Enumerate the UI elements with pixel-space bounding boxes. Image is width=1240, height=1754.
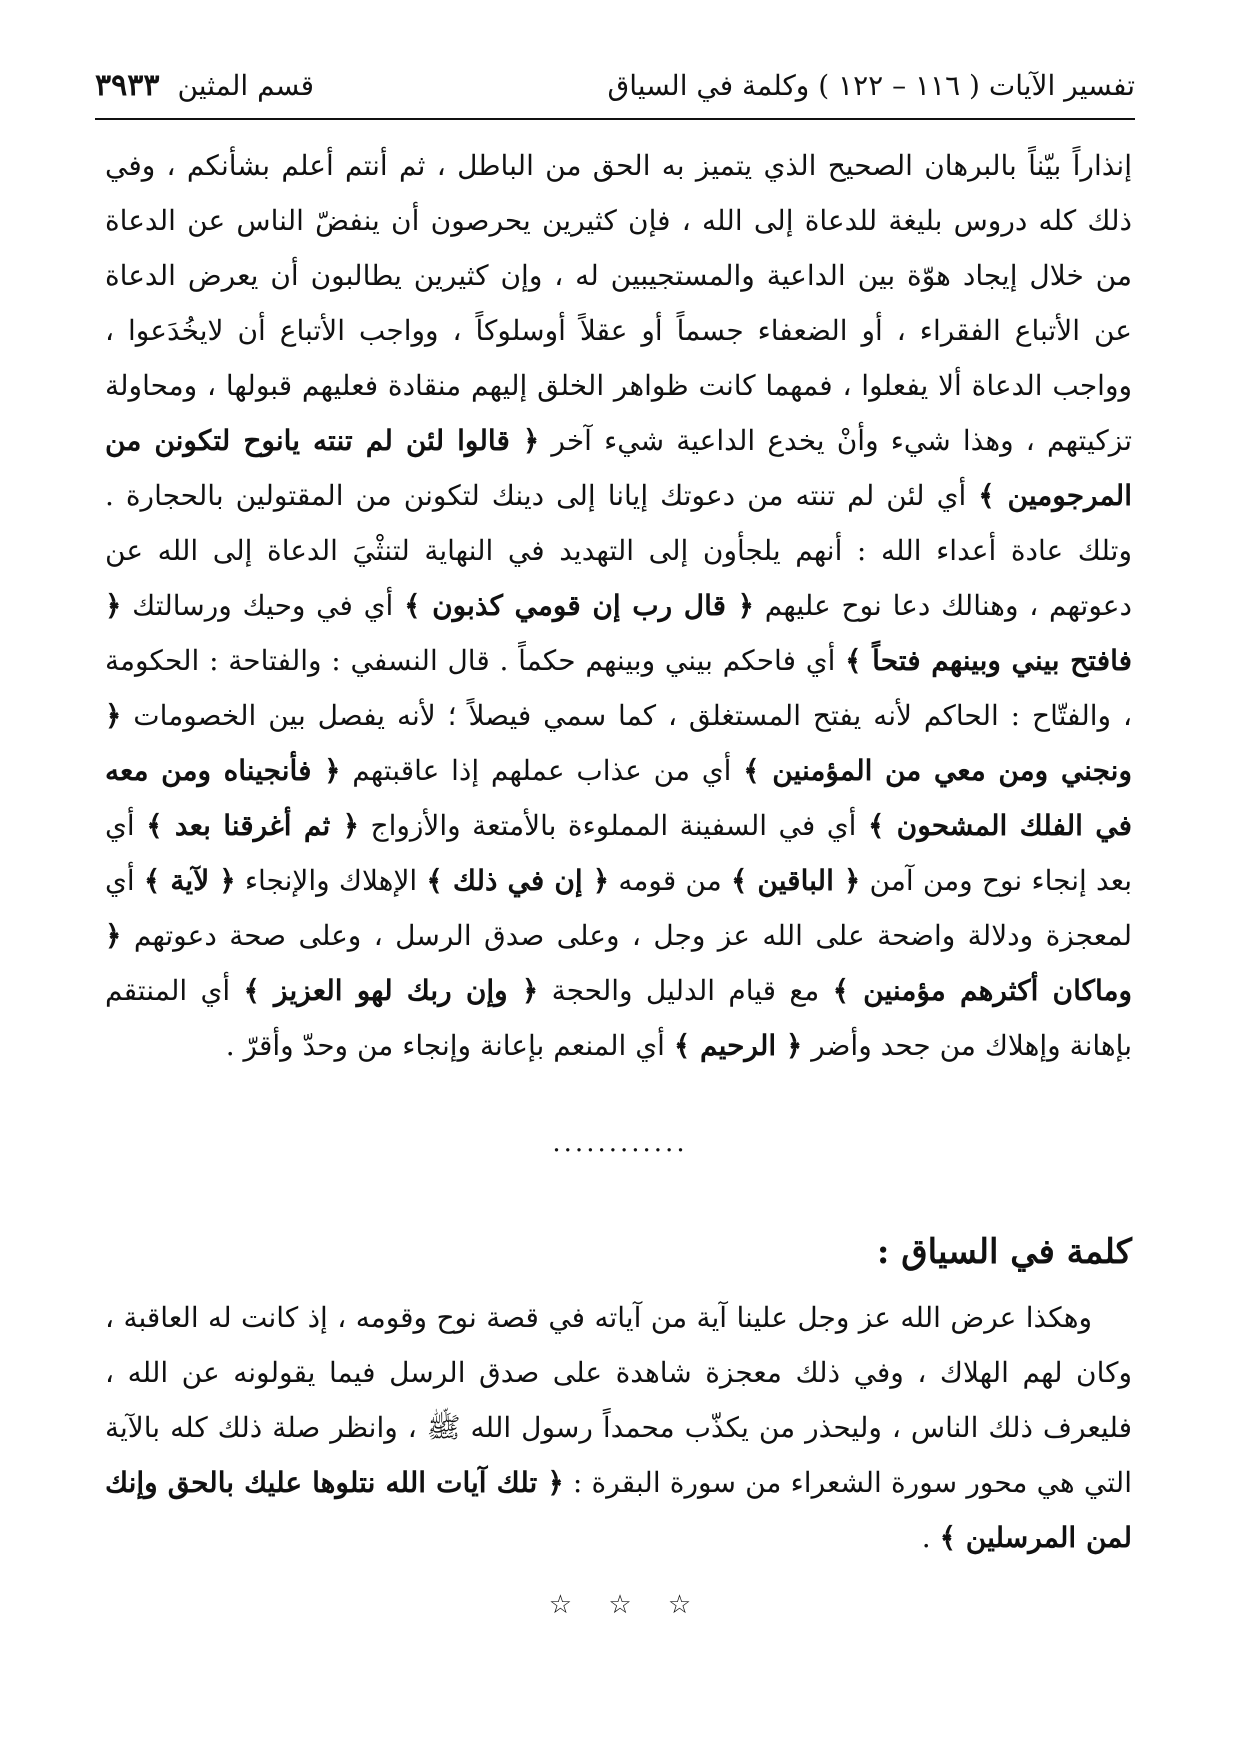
quran-verse: ﴿ فافتح بيني وبينهم فتحاً ﴾ <box>105 589 1132 677</box>
quran-verse: ﴿ الباقين ﴾ <box>730 864 861 897</box>
quran-verse: ﴿ لآية ﴾ <box>143 864 236 897</box>
quran-verse: ﴿ وماكان أكثرهم مؤمنين ﴾ <box>105 919 1132 1007</box>
header-title: تفسير الآيات ( ١١٦ – ١٢٢ ) وكلمة في السياق <box>607 69 1135 102</box>
text-run: أي في السفينة المملوءة بالأمتعة والأزواج <box>359 809 868 842</box>
text-run: أي لمعجزة ودلالة واضحة على الله عز وجل ، وعلى صدق الرسل ، وعلى صحة دعوتهم <box>105 864 1132 952</box>
text-run: أي لئن لم تنته من دعوتك إيانا إلى دينك لتكونن من المقتولين بالحجارة . وتلك عادة أعداء الله : أنهم يلجأون إلى التهديد في النهاية لتنثْيَ الدعاة إلى الله عن دعوتهم ، وهنالك دعا نوح عليهم <box>105 479 1132 622</box>
section-heading: كلمة في السياق : <box>876 1232 1132 1272</box>
text-run: أي بعد إنجاء نوح ومن آمن <box>105 809 1132 897</box>
quran-verse: ﴿ ثم أغرقنا بعد ﴾ <box>146 809 360 842</box>
text-run: . <box>921 1521 940 1554</box>
quran-verse: ﴿ فأنجيناه ومن معه في الفلك المشحون ﴾ <box>105 754 1133 842</box>
quran-verse: ﴿ الرحيم ﴾ <box>673 1029 803 1062</box>
text-run: وهكذا عرض الله عز وجل علينا آية من آياته في قصة نوح وقومه ، إذ كانت له العاقبة ، وكان لهم الهلاك ، وفي ذلك معجزة شاهدة على صدق الرسل فيما يقولونه عن الله ، فليعرف ذلك الناس ، وليحذر من يكذّب محمداً رسول الله ﷺ ، وانظر صلة ذلك كله بالآية التي هي محور سورة الشعراء من سورة البقرة : <box>105 1301 1132 1499</box>
quran-verse: ﴿ قالوا لئن لم تنته يانوح لتكونن من المرجومين ﴾ <box>105 424 1132 512</box>
running-header <box>95 68 1135 103</box>
quran-verse: ﴿ تلك آيات الله نتلوها عليك بالحق وإنك لمن المرسلين ﴾ <box>105 1466 1132 1554</box>
text-run: أي في وحيك ورسالتك <box>121 589 405 622</box>
text-run: الإهلاك والإنجاء <box>235 864 427 897</box>
text-run: من قومه <box>609 864 731 897</box>
text-run: أي فاحكم بيني وبينهم حكماً . قال النسفي : والفتاحة : الحكومة ، والفتّاح : الحاكم لأنه يفتح المستغلق ، كما سمي فيصلاً ؛ لأنه يفصل بين الخصومات <box>105 644 1132 732</box>
commentary-body <box>105 138 1132 1073</box>
text-run: أي من عذاب عملهم إذا عاقبتهم <box>340 754 744 787</box>
quran-verse: ﴿ إن في ذلك ﴾ <box>426 864 610 897</box>
text-run: مع قيام الدليل والحجة <box>538 974 833 1007</box>
section-body <box>105 1290 1132 1565</box>
quran-verse: ﴿ ونجني ومن معي من المؤمنين ﴾ <box>105 699 1132 787</box>
quran-verse: ﴿ قال رب إن قومي كذبون ﴾ <box>404 589 755 622</box>
section-paragraph <box>105 1290 1132 1565</box>
star-ornament: ☆ ☆ ☆ <box>548 1590 692 1620</box>
text-run: إنذاراً بيّناً بالبرهان الصحيح الذي يتميز به الحق من الباطل ، ثم أنتم أعلم بشأنكم ، وفي ذلك كله دروس بليغة للدعاة إلى الله ، فإن كثيرين يحرصون أن ينفضّ الناس عن الدعاة من خلال إيجاد هوّة بين الداعية والمستجيبين له ، وإن كثيرين يطالبون أن يعرض الدعاة عن الأتباع الفقراء ، أو الضعفاء جسماً أو عقلاً أوسلوكاً ، وواجب الأتباع أن لايخُدَعوا ، وواجب الدعاة ألا يفعلوا ، فمهما كانت ظواهر الخلق إليهم منقادة فعليهم قبولها ، ومحاولة تزكيتهم ، وهذا شيء وأنْ يخدع الداعية شيء آخر <box>105 149 1132 457</box>
text-run: أي المنعم بإعانة وإنجاء من وحدّ وأقرّ . <box>225 1029 674 1062</box>
text-run: أي المنتقم بإهانة وإهلاك من جحد وأضر <box>105 974 1132 1062</box>
header-rule <box>95 118 1135 120</box>
commentary-paragraph <box>105 138 1132 1073</box>
dotted-separator: ............ <box>552 1128 688 1158</box>
header-section: قسم المثين <box>177 69 315 102</box>
quran-verse: ﴿ وإن ربك لهو العزيز ﴾ <box>243 974 539 1007</box>
header-section-block <box>95 68 314 103</box>
page-number: ٣٩٣٣ <box>95 68 160 103</box>
